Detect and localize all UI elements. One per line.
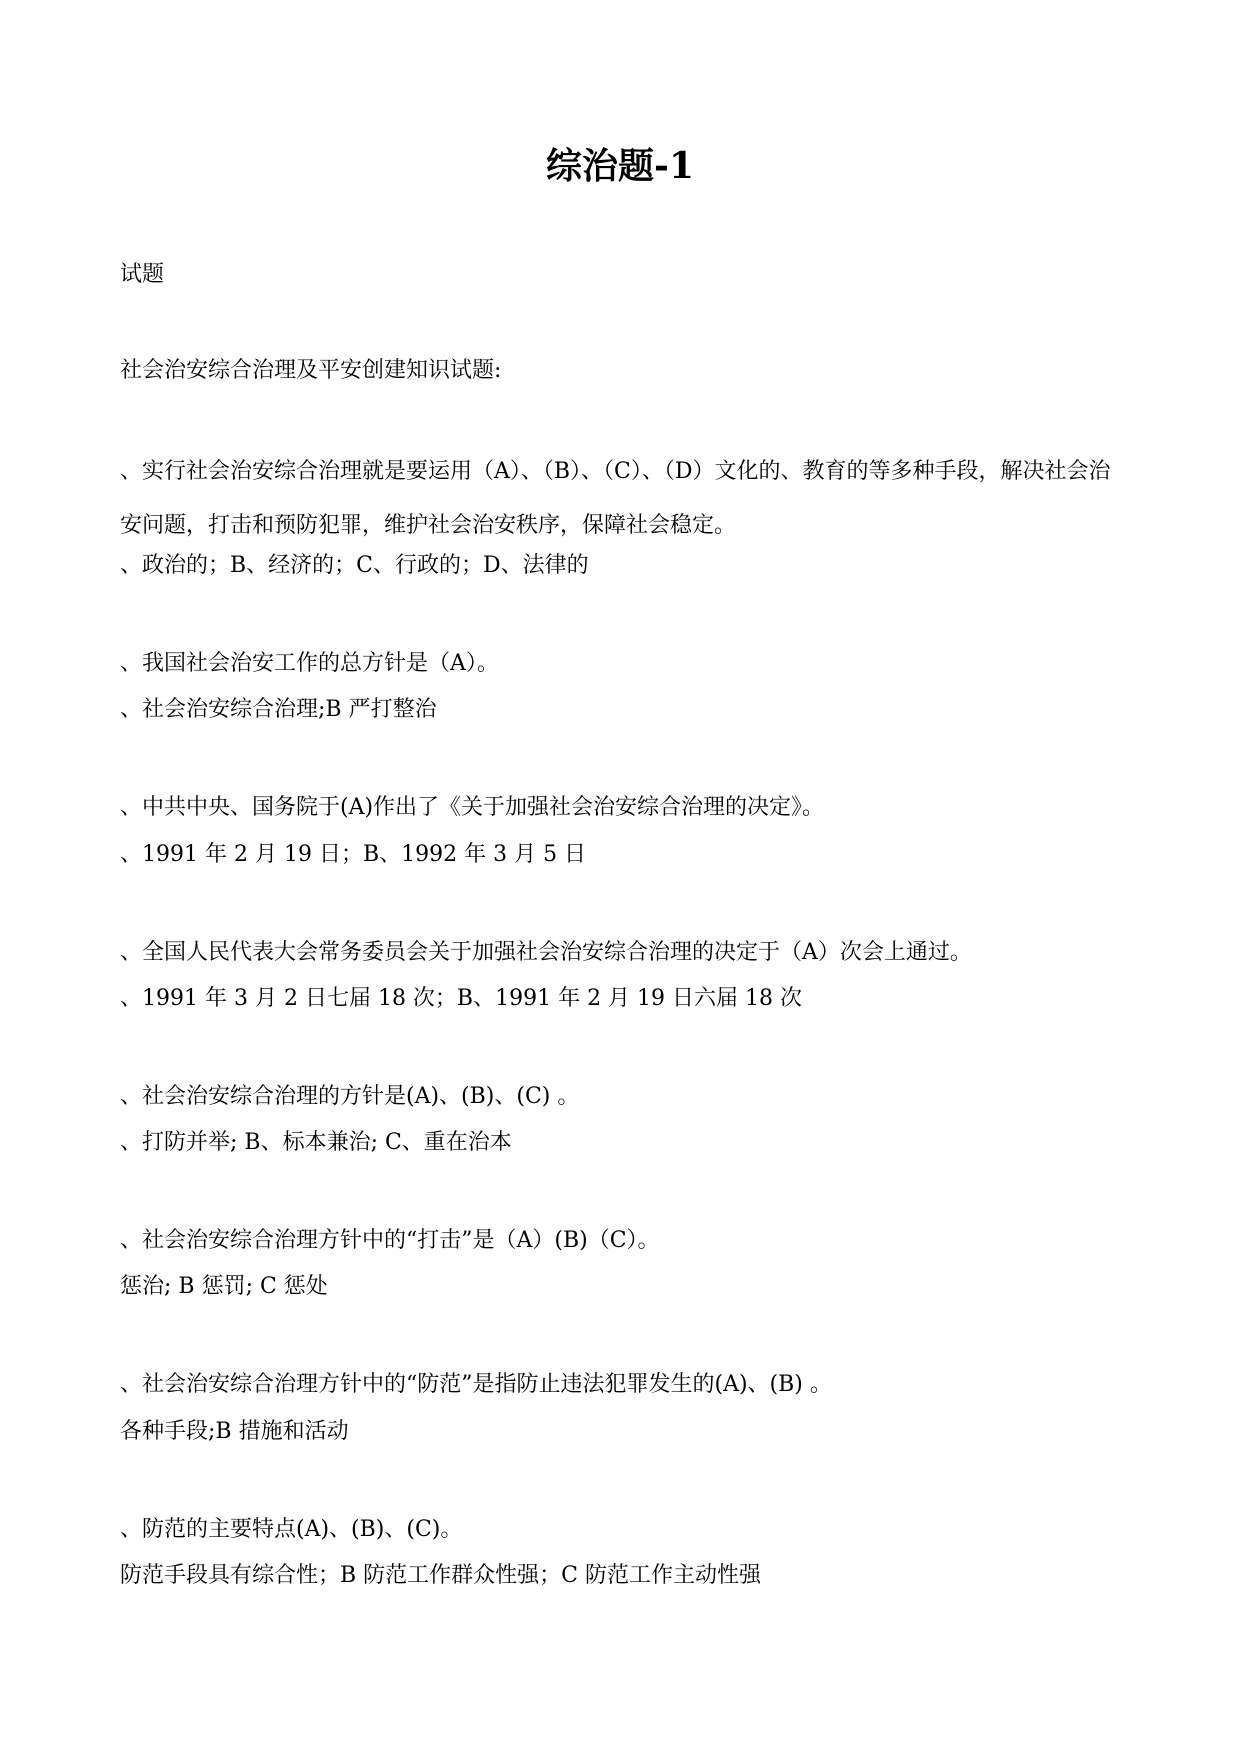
question-8-text: 、防范的主要特点(A)、(B)、(C)。	[120, 1517, 463, 1542]
question-4-options: 、1991 年 3 月 2 日七届 18 次；B、1991 年 2 月 19 日六届 18 次	[120, 986, 803, 1011]
question-1-text: 、实行社会治安综合治理就是要运用（A）、（B）、（C）、（D）文化的、教育的等多种手段，解决社会治安问题，打击和预防犯罪，维护社会治安秩序，保障社会稳定。	[120, 459, 1111, 538]
question-5-options: 、打防并举; B、标本兼治; C、重在治本	[120, 1130, 512, 1155]
question-3-options: 、1991 年 2 月 19 日；B、1992 年 3 月 5 日	[120, 842, 587, 867]
question-6-text: 、社会治安综合治理方针中的“打击”是（A）(B)（C）。	[120, 1228, 660, 1253]
question-6-options: 惩治; B 惩罚; C 惩处	[120, 1274, 328, 1299]
question-4-text: 、全国人民代表大会常务委员会关于加强社会治安综合治理的决定于（A）次会上通过。	[120, 940, 972, 965]
question-7-text: 、社会治安综合治理方针中的“防范”是指防止违法犯罪发生的(A)、(B) 。	[120, 1372, 832, 1397]
question-2-text: 、我国社会治安工作的总方针是（A）。	[120, 651, 499, 676]
page-title: 综治题-1	[546, 145, 694, 187]
question-1-options: 、政治的；B、经济的；C、行政的；D、法律的	[120, 553, 589, 578]
question-7-options: 各种手段;B 措施和活动	[120, 1419, 349, 1444]
question-3-text: 、中共中央、国务院于(A)作出了《关于加强社会治安综合治理的决定》。	[120, 795, 825, 820]
question-5-text: 、社会治安综合治理的方针是(A)、(B)、(C) 。	[120, 1084, 580, 1109]
section-label: 试题	[120, 262, 165, 287]
question-8-options: 防范手段具有综合性；B 防范工作群众性强；C 防范工作主动性强	[120, 1563, 761, 1588]
question-2-options: 、社会治安综合治理;B 严打整治	[120, 697, 437, 722]
document-subtitle: 社会治安综合治理及平安创建知识试题:	[120, 358, 502, 383]
